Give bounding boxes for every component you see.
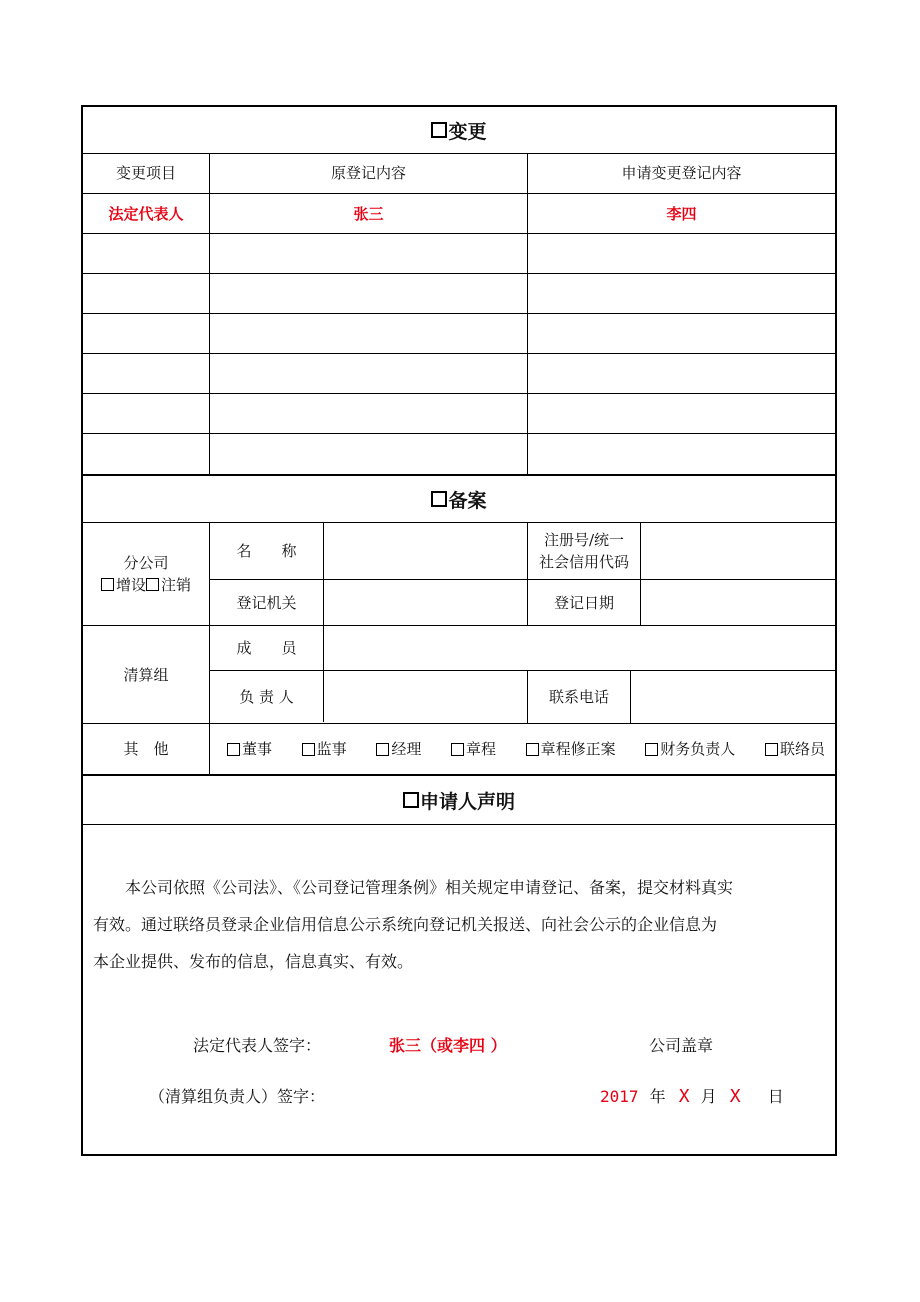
option-finance-officer[interactable]: 财务负责人 <box>645 738 735 760</box>
option-articles[interactable]: 章程 <box>451 738 496 760</box>
leader-field[interactable] <box>324 671 527 723</box>
option-articles-amendment[interactable]: 章程修正案 <box>526 738 616 760</box>
company-seal-label: 公司盖章 <box>649 1036 714 1055</box>
branch-cancel-checkbox[interactable] <box>146 578 159 591</box>
checkbox-icon <box>765 743 778 756</box>
change-section-title: 变更 <box>83 107 835 153</box>
liquidation-label: 清算组 <box>123 665 169 684</box>
header-new-content: 申请变更登记内容 <box>621 164 742 182</box>
leader-label: 负 责 人 <box>239 688 294 706</box>
legal-rep-sign-value: 张三（或李四 ） <box>389 1036 507 1055</box>
legal-rep-sign-label: 法定代表人签字： <box>193 1036 322 1055</box>
phone-label: 联系电话 <box>548 688 609 706</box>
option-manager[interactable]: 经理 <box>376 738 421 760</box>
checkbox-icon <box>227 743 240 756</box>
branch-label: 分公司 增设 注销 <box>83 523 209 625</box>
checkbox-icon <box>376 743 389 756</box>
members-label: 成 员 <box>236 639 297 657</box>
reg-date-label: 登记日期 <box>553 593 614 612</box>
reg-no-label: 注册号/统一 社会信用代码 <box>538 531 629 571</box>
liquidation-sign-label: （清算组负责人）签字： <box>149 1087 326 1106</box>
header-original-content: 原登记内容 <box>330 164 406 182</box>
change-checkbox[interactable] <box>431 122 447 138</box>
other-options <box>210 724 835 774</box>
reg-date-field[interactable] <box>641 580 835 625</box>
declaration-text: 本公司依照《公司法》、《公司登记管理条例》相关规定申请登记、备案，提交材料真实 有效。通过联络员登录企业信用信息公示系统向登记机关报送、向社会公示的企业信息为 本企业提供、发布的信息，信息真实、有效。 <box>93 878 734 971</box>
branch-add-checkbox[interactable] <box>101 578 114 591</box>
registration-form <box>81 105 837 1156</box>
option-director[interactable]: 董事 <box>227 738 272 760</box>
checkbox-icon <box>302 743 315 756</box>
declaration-section-title: 申请人声明 <box>83 776 835 824</box>
date-year: 2017 <box>600 1087 639 1106</box>
option-supervisor[interactable]: 监事 <box>302 738 347 760</box>
reg-authority-label: 登记机关 <box>236 593 297 612</box>
header-change-item: 变更项目 <box>115 164 176 182</box>
change-row-item: 法定代表人 <box>108 204 184 223</box>
name-label: 名 称 <box>236 542 297 560</box>
option-liaison[interactable]: 联络员 <box>765 738 825 760</box>
phone-field[interactable] <box>631 671 835 723</box>
date-month: X <box>678 1086 690 1107</box>
date-day: X <box>729 1086 741 1107</box>
checkbox-icon <box>451 743 464 756</box>
reg-authority-field[interactable] <box>324 580 527 625</box>
declaration-checkbox[interactable] <box>403 792 419 808</box>
members-field[interactable] <box>324 626 835 670</box>
checkbox-icon <box>645 743 658 756</box>
checkbox-icon <box>526 743 539 756</box>
other-label: 其 他 <box>123 740 169 758</box>
change-row-original: 张三 <box>353 204 384 223</box>
name-field[interactable] <box>324 523 527 579</box>
change-row-new: 李四 <box>666 204 697 223</box>
sign-date: 2017 年 X 月 X 日 <box>600 1086 784 1107</box>
reg-no-field[interactable] <box>641 523 835 579</box>
filing-section-title: 备案 <box>83 476 835 522</box>
filing-checkbox[interactable] <box>431 491 447 507</box>
